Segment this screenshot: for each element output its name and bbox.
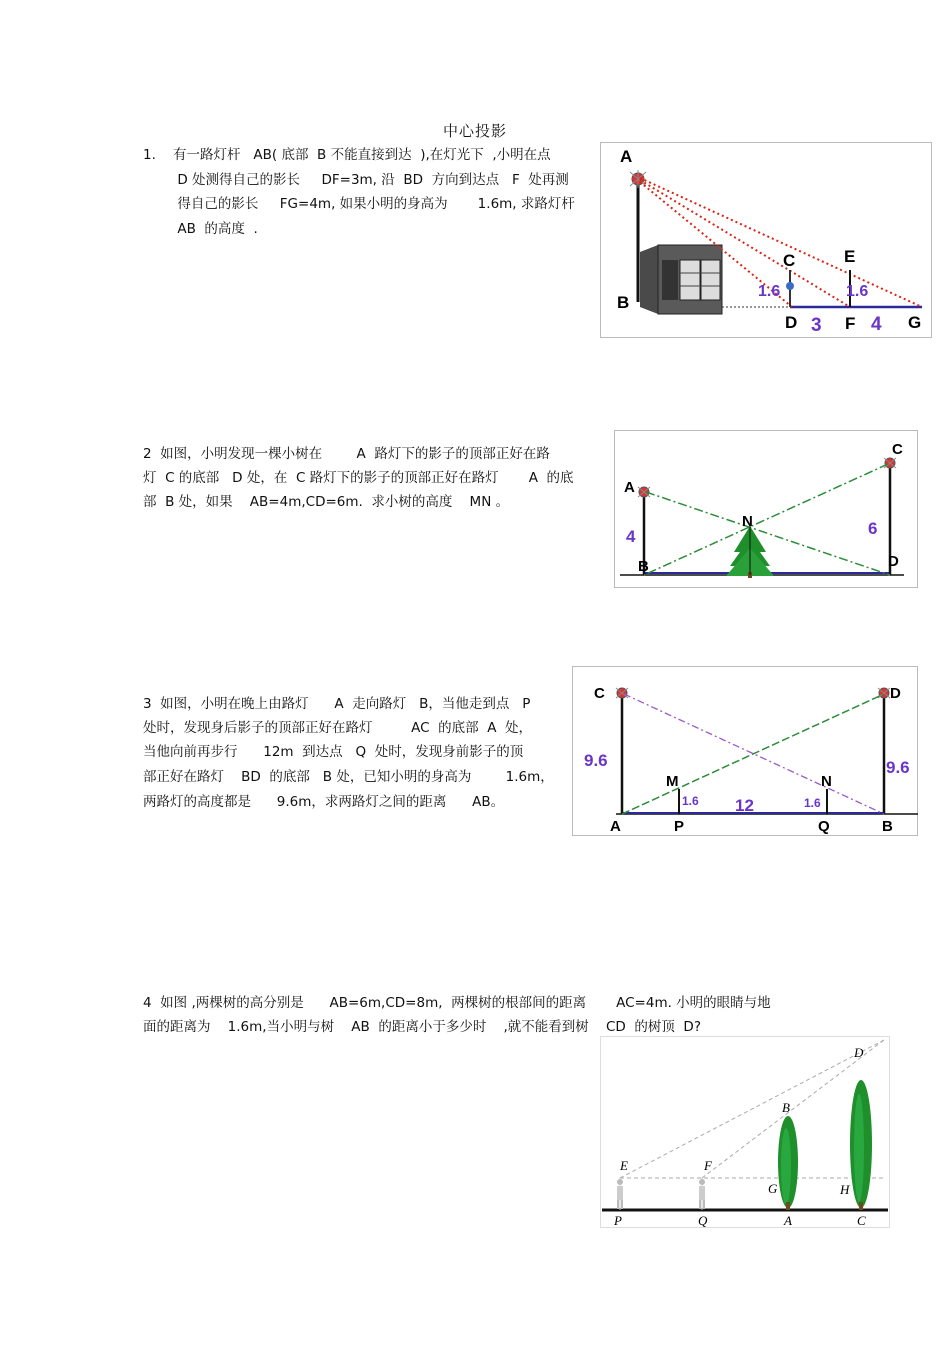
value-cd: 6 xyxy=(868,519,878,538)
figure-1 xyxy=(600,142,932,338)
label-q: Q xyxy=(698,1213,708,1228)
figure-2 xyxy=(614,430,918,588)
label-q: Q xyxy=(818,818,830,835)
label-e: E xyxy=(620,1158,628,1173)
value-fg: 4 xyxy=(871,314,882,335)
label-b: B xyxy=(617,293,630,312)
problem-1-line-1: 1. 有一路灯杆 AB( 底部 B 不能直接到达 ),在灯光下 ,小明在点 xyxy=(143,147,551,163)
person-icon xyxy=(786,282,794,290)
problem-2-line-2: 灯 C 的底部 D 处，在 C 路灯下的影子的顶部正好在路灯 A 的底 xyxy=(143,470,574,486)
label-d: D xyxy=(785,313,798,332)
label-b: B xyxy=(638,558,649,575)
figure-3 xyxy=(572,666,918,836)
label-f: F xyxy=(845,314,856,333)
label-n: N xyxy=(821,773,832,790)
label-c: C xyxy=(783,251,796,270)
label-f: F xyxy=(704,1158,712,1173)
label-d: D xyxy=(890,685,901,702)
label-c: C xyxy=(892,441,903,458)
label-d: D xyxy=(888,553,899,570)
problem-3-line-3: 当他向前再步行 12m 到达点 Q 处时，发现身前影子的顶 xyxy=(143,744,524,760)
label-d: D xyxy=(854,1045,864,1060)
label-a: A xyxy=(624,479,635,496)
value-pq: 12 xyxy=(735,796,754,815)
value-ac: 9.6 xyxy=(584,751,608,770)
problem-2-line-1: 2 如图，小明发现一棵小树在 A 路灯下的影子的顶部正好在路 xyxy=(143,446,550,462)
problem-3-line-5: 两路灯的高度都是 9.6m，求两路灯之间的距离 AB。 xyxy=(143,794,505,810)
label-a: A xyxy=(610,818,621,835)
street-lamp-icon xyxy=(884,458,896,468)
value-bd: 9.6 xyxy=(886,758,910,777)
label-g: G xyxy=(908,313,922,332)
figure-4 xyxy=(600,1036,890,1228)
building-icon xyxy=(640,245,722,314)
label-a: A xyxy=(620,147,633,166)
value-df: 3 xyxy=(811,315,822,336)
value-ab: 4 xyxy=(626,527,636,546)
problem-4-line-1: 4 如图 ,两棵树的高分别是 AB=6m,CD=8m, 两棵树的根部间的距离 AC=4m. 小明的眼睛与地 xyxy=(143,995,771,1011)
label-h: H xyxy=(840,1182,850,1197)
problem-1-line-4: AB 的高度 . xyxy=(143,221,258,237)
value-qn: 1.6 xyxy=(804,796,821,810)
label-b: B xyxy=(782,1100,790,1115)
problem-4-line-2: 面的距离为 1.6m,当小明与树 AB 的距离小于多少时 ,就不能看到树 CD 的树顶 D? xyxy=(143,1019,701,1035)
problem-3-line-2: 处时，发现身后影子的顶部正好在路灯 AC 的底部 A 处， xyxy=(143,720,533,736)
value-pm: 1.6 xyxy=(682,794,699,808)
label-p: P xyxy=(614,1213,622,1228)
street-lamp-icon xyxy=(616,688,628,698)
label-e: E xyxy=(844,247,856,266)
label-a: A xyxy=(784,1213,792,1228)
problem-1-line-3: 得自己的影长 FG=4m, 如果小明的身高为 1.6m, 求路灯杆 xyxy=(143,196,575,212)
label-c: C xyxy=(594,685,605,702)
page-title: 中心投影 xyxy=(442,122,507,140)
problem-1-line-2: D 处测得自己的影长 DF=3m, 沿 BD 方向到达点 F 处再测 xyxy=(143,172,569,188)
label-b: B xyxy=(882,818,893,835)
label-p: P xyxy=(674,818,685,835)
label-n: N xyxy=(742,513,753,530)
value-h1: 1.6 xyxy=(758,283,781,300)
problem-3-line-4: 部正好在路灯 BD 的底部 B 处，已知小明的身高为 1.6m， xyxy=(143,769,554,785)
label-g: G xyxy=(768,1181,778,1196)
value-h2: 1.6 xyxy=(846,283,869,300)
label-c: C xyxy=(857,1213,866,1228)
street-lamp-icon xyxy=(878,688,890,698)
problem-2-line-3: 部 B 处，如果 AB=4m,CD=6m. 求小树的高度 MN 。 xyxy=(143,494,510,510)
label-m: M xyxy=(666,773,679,790)
problem-3-line-1: 3 如图，小明在晚上由路灯 A 走向路灯 B，当他走到点 P xyxy=(143,696,531,712)
